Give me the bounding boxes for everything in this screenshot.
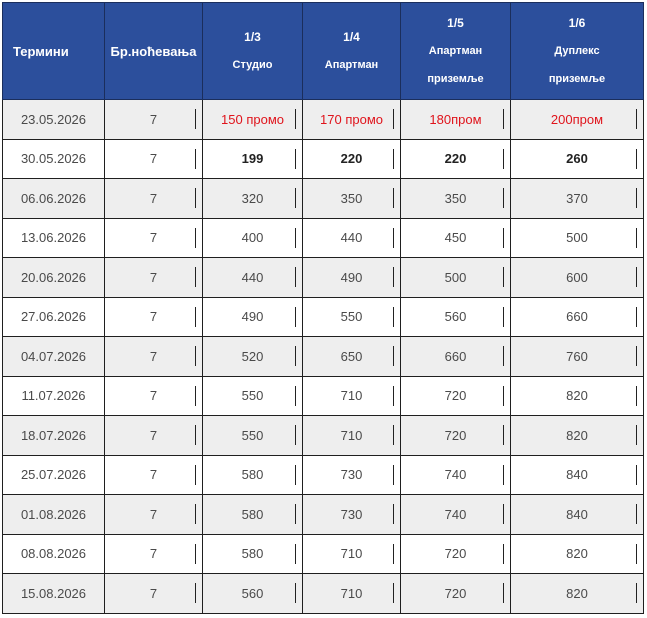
cell-price-apartment (303, 297, 401, 337)
cell-divider (295, 583, 296, 603)
cell-divider (636, 504, 637, 524)
cell-nights-text: 7 (149, 151, 158, 167)
cell-date (3, 495, 105, 535)
cell-divider (393, 267, 394, 287)
cell-price-apartment-ground-text: 720 (444, 585, 467, 601)
cell-divider (195, 504, 196, 524)
table-row (3, 416, 644, 456)
cell-divider (636, 465, 637, 485)
price-table (2, 2, 644, 614)
table-row (3, 455, 644, 495)
cell-divider (503, 109, 504, 129)
cell-divider (195, 583, 196, 603)
cell-price-duplex-ground-text: 370 (566, 190, 588, 206)
cell-date (3, 258, 105, 298)
cell-price-apartment (303, 455, 401, 495)
cell-price-studio-text: 199 (241, 151, 264, 167)
cell-price-apartment-ground-text: 740 (444, 467, 467, 483)
cell-divider (636, 307, 637, 327)
cell-price-apartment-ground (401, 455, 511, 495)
cell-price-studio (203, 455, 303, 495)
cell-divider (295, 425, 296, 445)
cell-price-apartment-ground-text: 660 (444, 348, 467, 364)
cell-divider (295, 188, 296, 208)
cell-price-apartment-text: 350 (340, 190, 363, 206)
cell-date-text: 23.05.2026 (20, 111, 87, 127)
cell-divider (636, 583, 637, 603)
cell-price-duplex-ground (511, 534, 644, 574)
cell-date-text: 15.08.2026 (20, 585, 87, 601)
cell-date-text: 18.07.2026 (20, 427, 87, 443)
cell-divider (503, 228, 504, 248)
cell-divider (393, 425, 394, 445)
cell-date-text: 20.06.2026 (20, 269, 87, 285)
cell-divider (295, 346, 296, 366)
header-duplex-ground-type: Дуплекс (554, 45, 600, 57)
cell-price-studio-text: 150 промо (221, 111, 284, 127)
header-duplex-ground-capacity: 1/6 (568, 16, 586, 30)
cell-price-apartment (303, 100, 401, 140)
table-row (3, 495, 644, 535)
cell-price-apartment (303, 376, 401, 416)
cell-price-apartment-ground (401, 574, 511, 614)
table-header (3, 3, 644, 100)
cell-divider (295, 228, 296, 248)
cell-price-duplex-ground-text: 660 (566, 309, 588, 325)
cell-price-duplex-ground (511, 258, 644, 298)
header-apartment-ground-capacity: 1/5 (447, 16, 464, 30)
cell-divider (195, 109, 196, 129)
cell-nights-text: 7 (149, 388, 158, 404)
cell-price-duplex-ground (511, 495, 644, 535)
cell-divider (636, 267, 637, 287)
cell-nights-text: 7 (149, 309, 158, 325)
table-row (3, 574, 644, 614)
table-row (3, 258, 644, 298)
cell-nights (105, 218, 203, 258)
cell-price-apartment-ground-text: 500 (444, 269, 467, 285)
cell-price-studio (203, 376, 303, 416)
table-row (3, 218, 644, 258)
cell-price-duplex-ground-text: 840 (566, 467, 588, 483)
cell-date-text: 08.08.2026 (20, 546, 87, 562)
cell-divider (503, 386, 504, 406)
cell-divider (393, 228, 394, 248)
cell-divider (195, 544, 196, 564)
cell-price-apartment (303, 416, 401, 456)
cell-date-text: 04.07.2026 (20, 348, 87, 364)
cell-price-studio (203, 534, 303, 574)
cell-nights (105, 495, 203, 535)
table-row (3, 297, 644, 337)
cell-divider (503, 504, 504, 524)
cell-price-duplex-ground (511, 455, 644, 495)
cell-price-studio-text: 580 (241, 546, 264, 562)
cell-divider (393, 465, 394, 485)
header-apartment-capacity: 1/4 (343, 30, 360, 44)
cell-divider (195, 346, 196, 366)
cell-divider (195, 188, 196, 208)
cell-date (3, 337, 105, 377)
cell-price-apartment-text: 220 (340, 151, 363, 167)
cell-nights (105, 416, 203, 456)
cell-price-apartment-text: 710 (340, 585, 363, 601)
cell-date (3, 139, 105, 179)
header-apartment (303, 3, 401, 100)
cell-price-apartment-text: 550 (340, 309, 363, 325)
cell-divider (393, 149, 394, 169)
cell-divider (636, 109, 637, 129)
header-apartment-ground-floor: приземље (427, 73, 484, 85)
cell-divider (503, 267, 504, 287)
cell-divider (503, 425, 504, 445)
cell-price-duplex-ground-text: 500 (566, 230, 588, 246)
cell-divider (636, 544, 637, 564)
cell-divider (393, 544, 394, 564)
header-apartment-type: Апартман (324, 59, 379, 71)
cell-price-studio-text: 520 (241, 348, 264, 364)
cell-date (3, 376, 105, 416)
cell-price-duplex-ground-text: 820 (566, 388, 588, 404)
cell-price-apartment-ground (401, 218, 511, 258)
cell-divider (393, 386, 394, 406)
cell-divider (503, 583, 504, 603)
header-duplex-ground (511, 3, 644, 100)
cell-price-apartment (303, 574, 401, 614)
cell-date (3, 455, 105, 495)
cell-divider (195, 425, 196, 445)
cell-price-apartment-text: 650 (340, 348, 363, 364)
cell-price-apartment-ground (401, 139, 511, 179)
table-row (3, 534, 644, 574)
cell-price-duplex-ground-text: 760 (566, 348, 588, 364)
price-table-container (2, 2, 644, 614)
cell-price-apartment-ground (401, 179, 511, 219)
cell-nights-text: 7 (149, 427, 158, 443)
cell-price-apartment-ground (401, 297, 511, 337)
cell-nights-text: 7 (149, 230, 158, 246)
cell-price-duplex-ground (511, 376, 644, 416)
cell-price-apartment-text: 730 (340, 467, 363, 483)
cell-date-text: 06.06.2026 (20, 190, 87, 206)
cell-price-apartment-text: 710 (340, 388, 363, 404)
cell-nights (105, 574, 203, 614)
cell-divider (195, 465, 196, 485)
cell-divider (636, 425, 637, 445)
cell-date (3, 297, 105, 337)
cell-price-duplex-ground-text: 820 (566, 585, 588, 601)
cell-nights (105, 376, 203, 416)
cell-divider (503, 188, 504, 208)
cell-price-apartment-ground-text: 720 (444, 427, 467, 443)
cell-divider (295, 109, 296, 129)
cell-price-studio (203, 337, 303, 377)
cell-price-studio-text: 400 (241, 230, 264, 246)
header-apartment-ground (401, 3, 511, 100)
cell-price-studio-text: 550 (241, 427, 264, 443)
header-duplex-ground-floor: приземље (548, 73, 606, 85)
cell-price-apartment-ground-text: 720 (444, 388, 467, 404)
cell-price-duplex-ground (511, 574, 644, 614)
cell-price-apartment-text: 170 промо (320, 111, 383, 127)
cell-divider (393, 109, 394, 129)
cell-nights-text: 7 (149, 546, 158, 562)
cell-date-text: 01.08.2026 (20, 506, 87, 522)
cell-price-studio (203, 574, 303, 614)
cell-price-apartment-ground (401, 258, 511, 298)
cell-nights-text: 7 (149, 506, 158, 522)
cell-price-duplex-ground-text: 600 (566, 269, 588, 285)
cell-price-apartment (303, 495, 401, 535)
cell-divider (295, 267, 296, 287)
cell-divider (195, 386, 196, 406)
cell-price-studio-text: 550 (241, 388, 264, 404)
cell-nights-text: 7 (149, 269, 158, 285)
header-row (3, 3, 644, 100)
cell-nights (105, 534, 203, 574)
cell-divider (636, 228, 637, 248)
cell-price-apartment-ground-text: 180пром (429, 111, 482, 127)
cell-divider (195, 149, 196, 169)
cell-divider (393, 504, 394, 524)
cell-price-apartment-ground-text: 560 (444, 309, 467, 325)
cell-price-studio-text: 440 (241, 269, 264, 285)
cell-date (3, 100, 105, 140)
cell-nights (105, 100, 203, 140)
cell-nights (105, 297, 203, 337)
cell-price-apartment (303, 139, 401, 179)
header-dates: Термини (3, 3, 105, 100)
cell-price-duplex-ground-text: 820 (566, 546, 588, 562)
cell-price-apartment-text: 710 (340, 546, 363, 562)
cell-divider (295, 544, 296, 564)
cell-price-studio-text: 320 (241, 190, 264, 206)
cell-date (3, 574, 105, 614)
cell-price-duplex-ground (511, 100, 644, 140)
cell-price-apartment (303, 534, 401, 574)
cell-price-studio (203, 416, 303, 456)
header-apartment-ground-type: Апартман (428, 45, 483, 57)
cell-nights (105, 337, 203, 377)
cell-nights (105, 139, 203, 179)
cell-divider (295, 307, 296, 327)
cell-divider (503, 544, 504, 564)
cell-price-apartment-text: 710 (340, 427, 363, 443)
cell-price-apartment-ground-text: 220 (444, 151, 467, 167)
cell-price-studio (203, 179, 303, 219)
cell-price-duplex-ground-text: 200пром (550, 111, 604, 127)
cell-divider (503, 346, 504, 366)
table-row (3, 100, 644, 140)
cell-date (3, 416, 105, 456)
table-row (3, 179, 644, 219)
cell-price-duplex-ground (511, 179, 644, 219)
header-studio-type: Студио (232, 59, 273, 71)
cell-price-apartment-ground-text: 450 (444, 230, 467, 246)
cell-nights-text: 7 (149, 111, 158, 127)
cell-divider (393, 346, 394, 366)
cell-price-duplex-ground (511, 297, 644, 337)
cell-divider (636, 386, 637, 406)
cell-nights-text: 7 (149, 585, 158, 601)
header-nights: Бр.ноћевања (105, 3, 203, 100)
cell-price-apartment-ground (401, 100, 511, 140)
cell-price-studio-text: 490 (241, 309, 264, 325)
cell-divider (295, 386, 296, 406)
cell-nights (105, 455, 203, 495)
cell-date (3, 534, 105, 574)
cell-price-studio (203, 139, 303, 179)
cell-date-text: 13.06.2026 (20, 230, 87, 246)
cell-divider (295, 149, 296, 169)
cell-price-duplex-ground (511, 139, 644, 179)
cell-price-studio-text: 580 (241, 467, 264, 483)
cell-price-apartment (303, 258, 401, 298)
cell-price-apartment-ground (401, 337, 511, 377)
cell-divider (295, 465, 296, 485)
cell-price-studio (203, 495, 303, 535)
cell-divider (636, 188, 637, 208)
cell-price-apartment (303, 337, 401, 377)
cell-price-apartment-text: 440 (340, 230, 363, 246)
cell-divider (393, 188, 394, 208)
cell-date (3, 179, 105, 219)
cell-date-text: 25.07.2026 (20, 467, 87, 483)
cell-price-apartment-ground-text: 720 (444, 546, 467, 562)
cell-date-text: 11.07.2026 (21, 388, 86, 404)
cell-price-apartment (303, 218, 401, 258)
cell-price-studio (203, 297, 303, 337)
cell-price-studio (203, 258, 303, 298)
cell-price-studio-text: 580 (241, 506, 264, 522)
cell-divider (295, 504, 296, 524)
cell-divider (503, 307, 504, 327)
cell-price-apartment-ground (401, 495, 511, 535)
header-studio-capacity: 1/3 (244, 30, 261, 44)
cell-price-studio (203, 100, 303, 140)
table-row (3, 139, 644, 179)
cell-nights-text: 7 (149, 190, 158, 206)
cell-price-apartment-text: 490 (340, 269, 363, 285)
cell-price-apartment-ground (401, 376, 511, 416)
cell-price-apartment-ground (401, 416, 511, 456)
cell-divider (393, 307, 394, 327)
cell-divider (636, 149, 637, 169)
header-studio (203, 3, 303, 100)
cell-price-apartment (303, 179, 401, 219)
cell-divider (195, 228, 196, 248)
cell-price-duplex-ground-text: 820 (566, 427, 588, 443)
cell-date-text: 30.05.2026 (20, 151, 87, 167)
cell-price-duplex-ground (511, 337, 644, 377)
cell-date-text: 27.06.2026 (20, 309, 87, 325)
cell-price-studio (203, 218, 303, 258)
cell-nights (105, 179, 203, 219)
cell-divider (393, 583, 394, 603)
cell-divider (503, 149, 504, 169)
table-row (3, 376, 644, 416)
cell-date (3, 218, 105, 258)
cell-divider (636, 346, 637, 366)
table-body (3, 100, 644, 614)
cell-nights-text: 7 (149, 467, 158, 483)
cell-price-apartment-ground-text: 350 (444, 190, 467, 206)
cell-price-duplex-ground-text: 840 (566, 506, 588, 522)
cell-price-apartment-ground (401, 534, 511, 574)
cell-price-studio-text: 560 (241, 585, 264, 601)
cell-price-apartment-ground-text: 740 (444, 506, 467, 522)
cell-nights-text: 7 (149, 348, 158, 364)
cell-price-duplex-ground (511, 218, 644, 258)
cell-divider (503, 465, 504, 485)
cell-price-duplex-ground (511, 416, 644, 456)
table-row (3, 337, 644, 377)
cell-divider (195, 307, 196, 327)
cell-price-apartment-text: 730 (340, 506, 363, 522)
cell-nights (105, 258, 203, 298)
cell-price-duplex-ground-text: 260 (566, 151, 588, 167)
cell-divider (195, 267, 196, 287)
